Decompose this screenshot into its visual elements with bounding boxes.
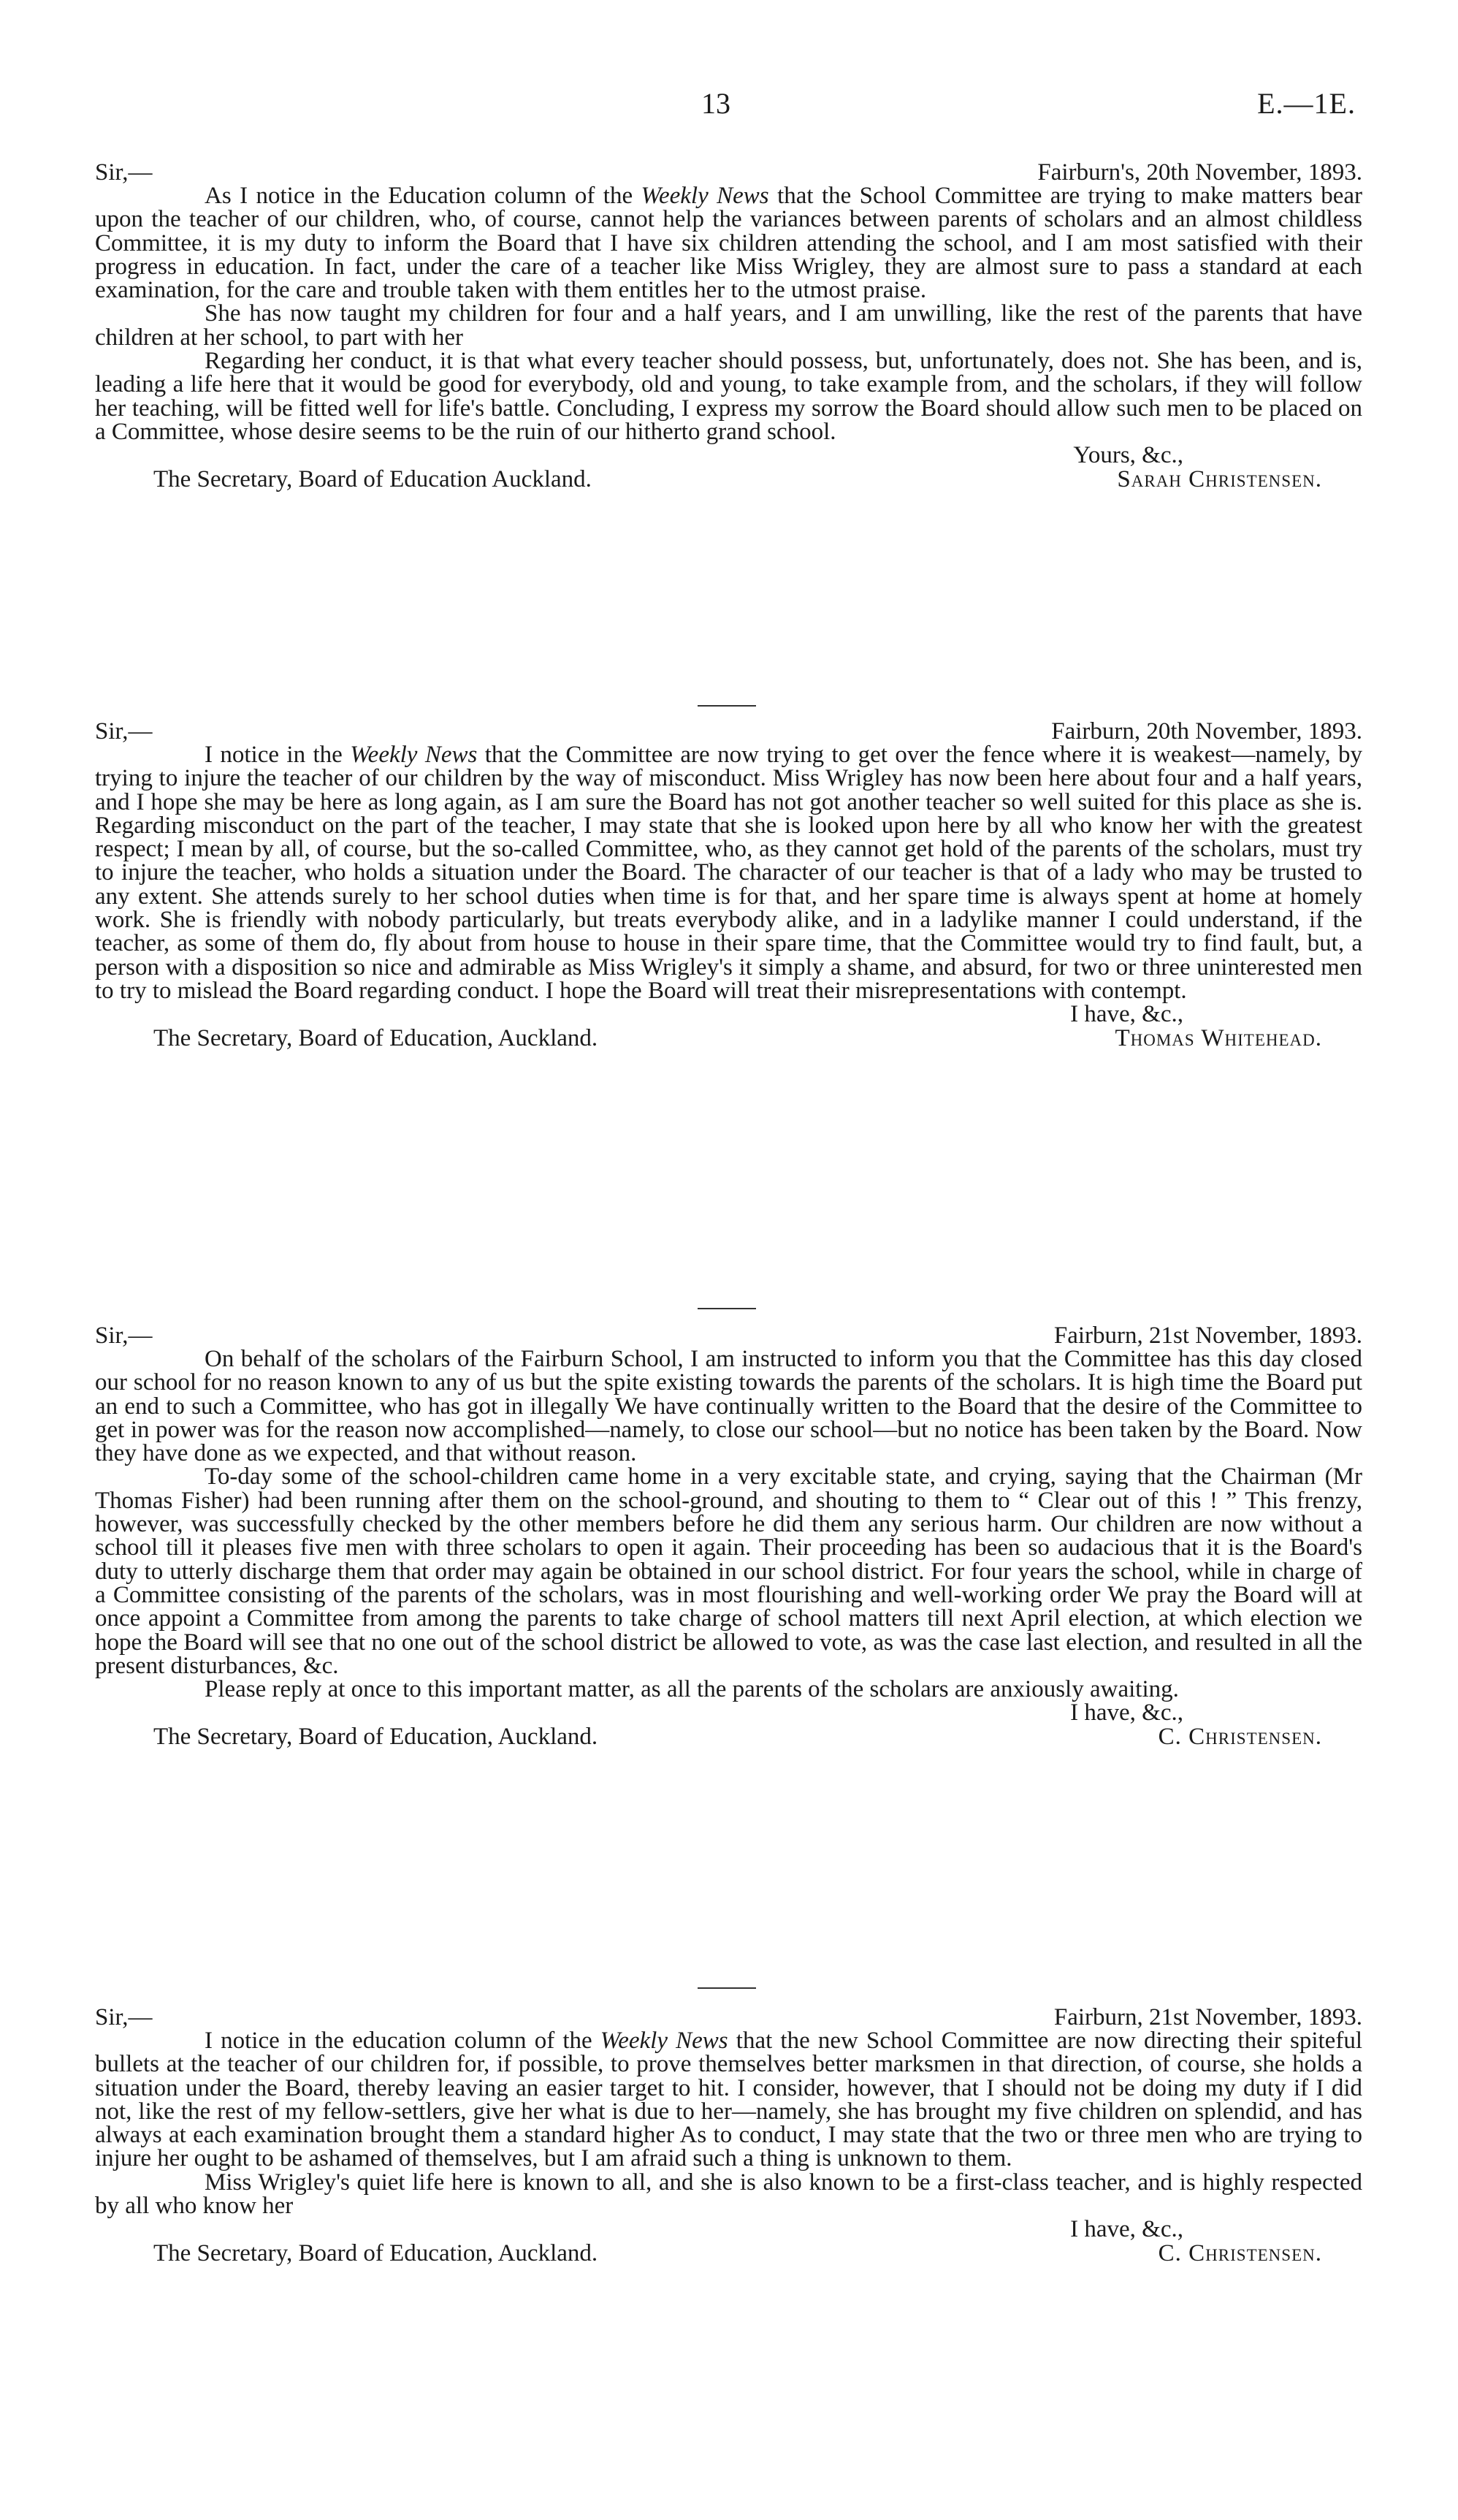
dateline: Fairburn's, 20th November, 1893. — [1037, 159, 1362, 186]
salutation: Sir,— — [95, 718, 153, 745]
salutation: Sir,— — [95, 1322, 153, 1349]
salutation: Sir,— — [95, 2004, 153, 2030]
dateline: Fairburn, 21st November, 1893. — [1053, 1322, 1362, 1349]
paragraph: I notice in the education column of the Weekly News that the new School Committee are now directing their spiteful bullets at the teacher of our children for, if possible, to prove themselves better marksmen in that direction, of course, she holds a situation under the Board, thereby leaving an easier target to hit. I consider, however, that I should not be doing my duty if I did not, like the rest of my fellow-settlers, give her what is due to her—namely, she has brought my five children on splendid, and has always at each examination brought them a standard higher As to conduct, I may state that the two or three men who are trying to injure her ought to be ashamed of themselves, but I am afraid such a thing is unknown to them. — [95, 2028, 1362, 2172]
page-number: 13 — [701, 87, 730, 120]
paragraph: Regarding her conduct, it is that what every teacher should possess, but, unfortunately, does not. She has been, and is, leading a life here that it would be good for everybody, old and young, to take example from, and the scholars, if they will follow her teaching, will be fitted well for life's battle. Concluding, I express my sorrow the Board should allow such men to be placed on a Committee, whose desire seems to be the ruin of our hitherto grand school. — [95, 348, 1362, 445]
letter-3 — [95, 1324, 1362, 1748]
document-reference: E.—1E. — [1257, 87, 1356, 120]
closing: I have, &c., — [1070, 1699, 1183, 1727]
signature: C. Christensen. — [1158, 2239, 1322, 2266]
dateline: Fairburn, 20th November, 1893. — [1051, 718, 1362, 745]
newspaper-title: Weekly News — [350, 742, 478, 768]
paragraph: On behalf of the scholars of the Fairburn School, I am instructed to inform you that the Committee has this day closed our school for no reason known to any of us but the spite existing towards the parents of the scholars. It is high time the Board put an end to such a Committee, who has got in illegally We have continually written to the Board that the desire of the Committee to get in power was for the reason now accomplished—namely, to close our school—but no notice has been taken by the Board. Now they have done as we expected, and that without reason. — [95, 1346, 1362, 1467]
paragraph: Miss Wrigley's quiet life here is known to all, and she is also known to be a first-class teacher, and is highly respected by all who know her — [95, 2169, 1362, 2220]
signature: Sarah Christensen. — [1117, 465, 1322, 492]
paragraph: I notice in the Weekly News that the Committee are now trying to get over the fence where it is weakest—namely, by trying to injure the teacher of our children by the way of misconduct. Miss Wrigley has now been here about four and a half years, and I hope she may be here as long again, as I am sure the Board has not got another teacher so well suited for this place as she is. Regarding misconduct on the part of the teacher, I may state that she is looked upon here by all who know her with the greatest respect; I mean by all, of course, but the so-called Committee, who, as they cannot get hold of the parents of the scholars, must try to injure the teacher, who holds a situation under the Board. The character of our teacher is that of a lady who may be trusted to any extent. She attends surely to her school duties when time is for that, and her spare time is always spent at home at homely work. She is friendly with nobody particularly, but treats everybody alike, and in a ladylike manner I could understand, if the teacher, as some of them do, fly about from house to house in their spare time, that the Committee would try to find fault, but, a person with a disposition so nice and admirable as Miss Wrigley's it simply a shame, and absurd, for two or three uninterested men to try to mislead the Board regarding conduct. I hope the Board will treat their misrepresentations with contempt. — [95, 742, 1363, 1004]
paragraph: She has now taught my children for four and a half years, and I am unwilling, like the rest of the parents that have children at her school, to part with her — [95, 300, 1362, 351]
dateline: Fairburn, 21st November, 1893. — [1053, 2004, 1362, 2030]
letter-2 — [95, 720, 1362, 1050]
newspaper-title: Weekly News — [641, 183, 769, 209]
signature: C. Christensen. — [1158, 1723, 1322, 1750]
separator-rule — [698, 705, 756, 707]
separator-rule — [698, 1308, 756, 1309]
letter-1 — [95, 161, 1362, 491]
letter-4 — [95, 2006, 1362, 2265]
addressee: The Secretary, Board of Education, Auckland. — [153, 1723, 598, 1750]
signature: Thomas Whitehead. — [1115, 1024, 1322, 1051]
addressee: The Secretary, Board of Education, Auckland. — [153, 2239, 598, 2266]
addressee: The Secretary, Board of Education Auckland. — [153, 465, 592, 492]
addressee: The Secretary, Board of Education, Auckland. — [153, 1024, 598, 1051]
closing: I have, &c., — [1070, 2216, 1183, 2243]
newspaper-title: Weekly News — [600, 2028, 728, 2054]
paragraph: As I notice in the Education column of the Weekly News that the School Committee are trying to make matters bear upon the teacher of our children, who, of course, cannot help the variances between parents of scholars and an almost childless Committee, it is my duty to inform the Board that I have six children attending the school, and I am most satisfied with their progress in education. In fact, under the care of a teacher like Miss Wrigley, they are almost sure to pass a standard at each examination, for the care and trouble taken with them entitles her to the utmost praise. — [95, 183, 1362, 304]
paragraph: Please reply at once to this important matter, as all the parents of the scholars are anxiously awaiting. — [205, 1676, 1179, 1703]
closing: I have, &c., — [1070, 1001, 1183, 1028]
paragraph: To-day some of the school-children came home in a very excitable state, and crying, saying that the Chairman (Mr Thomas Fisher) had been running after them on the school-ground, and shouting to them to “ Clear out of this ! ” This frenzy, however, was successfully checked by the other members before he did them any serious harm. Our children are now without a school till it pleases five men with three scholars to open it again. Their proceeding has been so audacious that it is the Board's duty to utterly discharge them that order may again be obtained in our school district. For four years the school, while in charge of a Committee consisting of the parents of the scholars, was in most flourishing and well-working order We pray the Board will at once appoint a Committee from among the parents to take charge of school matters till next April election, at which election we hope the Board will see that no one out of the school district be allowed to vote, as was the case last election, and resulted in all the present disturbances, &c. — [95, 1463, 1362, 1679]
separator-rule — [698, 1987, 756, 1989]
page-header — [0, 86, 1458, 130]
closing: Yours, &c., — [1073, 442, 1183, 469]
salutation: Sir,— — [95, 159, 153, 186]
